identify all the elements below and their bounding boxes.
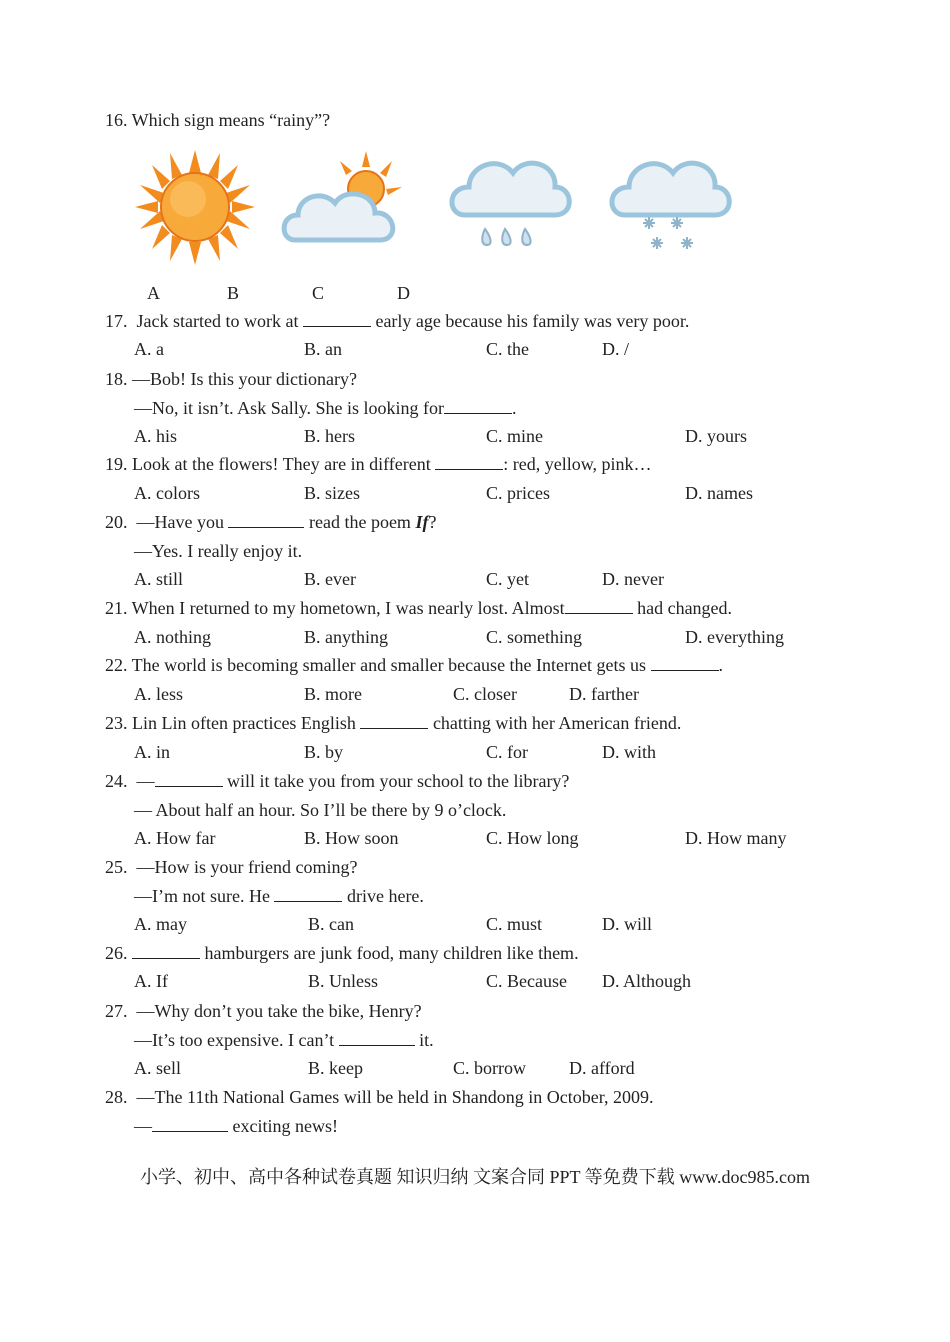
answer-blank [565,597,633,614]
q23-stem-part2: chatting with her American friend. [428,713,682,733]
q25-option-b: B. can [308,914,354,934]
poem-title: If [415,512,429,532]
q27-line2 [134,1029,434,1051]
q19-option-c: C. prices [486,483,550,503]
q24-line2: — About half an hour. So I’ll be there by 9 o’clock. [134,800,507,820]
q27-line1: 27. —Why don’t you take the bike, Henry? [105,1001,422,1021]
answer-blank [152,1115,228,1132]
q25-line2 [134,885,424,907]
q27-line2-part2: it. [414,1030,434,1050]
q17-stem [105,310,689,332]
q24-option-c: C. How long [486,828,579,848]
q19-option-b: B. sizes [304,483,360,503]
q20-line1 [105,511,436,533]
rain-cloud-icon [445,145,575,270]
q16-stem: 16. Which sign means “rainy”? [105,110,331,130]
q20-option-a: A. still [134,569,184,589]
q17-option-c: C. the [486,339,529,359]
q25-line2-part1: —I’m not sure. He [134,886,275,906]
q23-stem [105,712,681,734]
q18-option-c: C. mine [486,426,543,446]
q25-option-d: D. will [602,914,653,934]
q28-line2-part1: — [134,1116,152,1136]
q28-line2-part2: exciting news! [228,1116,338,1136]
answer-blank [155,770,223,787]
option-letter-b: B [227,283,240,303]
q21-stem-part1: 21. When I returned to my hometown, I was nearly lost. Almost [105,598,565,618]
q22-stem-part1: 22. The world is becoming smaller and smaller because the Internet gets us [105,655,651,675]
q18-option-a: A. his [134,426,178,446]
q19-stem [105,453,652,475]
q22-option-b: B. more [304,684,362,704]
q28-line1: 28. —The 11th National Games will be held in Shandong in October, 2009. [105,1087,654,1107]
q21-stem-part2: had changed. [632,598,733,618]
q20-option-d: D. never [602,569,664,589]
answer-blank [303,310,371,327]
q21-option-d: D. everything [685,627,784,647]
q23-option-c: C. for [486,742,528,762]
q19-option-a: A. colors [134,483,200,503]
answer-blank [274,885,342,902]
q25-line1: 25. —How is your friend coming? [105,857,358,877]
q19-stem-part2: : red, yellow, pink… [503,454,652,474]
q26-stem-part2: hamburgers are junk food, many children like them. [200,943,579,963]
q20-line2: —Yes. I really enjoy it. [134,541,303,561]
q24-line1 [105,770,569,792]
q22-option-a: A. less [134,684,183,704]
q26-option-c: C. Because [486,971,567,991]
q19-stem-part1: 19. Look at the flowers! They are in different [105,454,436,474]
q18-option-d: D. yours [685,426,747,446]
option-letter-d: D [397,283,410,303]
q23-option-b: B. by [304,742,344,762]
q18-option-b: B. hers [304,426,355,446]
q27-line2-part1: —It’s too expensive. I can’t [134,1030,339,1050]
q24-option-d: D. How many [685,828,787,848]
q18-line2-part1: —No, it isn’t. Ask Sally. She is looking for [134,398,445,418]
q17-option-d: D. / [602,339,629,359]
q17-stem-part1: 17. Jack started to work at [105,311,303,331]
q23-stem-part1: 23. Lin Lin often practices English [105,713,361,733]
q28-line2 [134,1115,338,1137]
answer-blank [132,942,200,959]
q27-option-c: C. borrow [453,1058,526,1078]
q27-option-a: A. sell [134,1058,181,1078]
q20-line1-part3: ? [428,512,437,532]
q26-option-a: A. If [134,971,168,991]
q23-option-a: A. in [134,742,170,762]
answer-blank [228,511,304,528]
answer-blank [435,453,503,470]
answer-blank [444,397,512,414]
q22-option-c: C. closer [453,684,517,704]
q22-stem [105,654,723,676]
q18-line1: 18. —Bob! Is this your dictionary? [105,369,357,389]
q21-stem [105,597,732,619]
q20-line1-part2: read the poem [304,512,416,532]
q22-stem-part2: . [718,655,724,675]
q23-option-d: D. with [602,742,656,762]
q18-line2 [134,397,517,419]
q20-option-b: B. ever [304,569,356,589]
q24-line1-part2: will it take you from your school to the library? [222,771,570,791]
q19-option-d: D. names [685,483,753,503]
q26-option-d: D. Although [602,971,692,991]
q26-stem-part1: 26. [105,943,132,963]
q21-option-a: A. nothing [134,627,212,647]
weather-icons [130,145,745,270]
q27-option-d: D. afford [569,1058,635,1078]
page-footer: 小学、初中、高中各种试卷真题 知识归纳 文案合同 PPT 等免费下载 www.doc985.com [140,1167,810,1187]
q21-option-c: C. something [486,627,583,647]
q20-line1-part1: 20. —Have you [105,512,229,532]
q17-option-b: B. an [304,339,342,359]
q18-line2-part2: . [512,398,517,418]
q24-line1-part1: 24. — [105,771,155,791]
q27-option-b: B. keep [308,1058,363,1078]
q20-option-c: C. yet [486,569,529,589]
answer-blank [339,1029,415,1046]
option-letter-a: A [147,283,160,303]
sun-cloud-icon [280,145,410,270]
q22-option-d: D. farther [569,684,639,704]
q21-option-b: B. anything [304,627,388,647]
q24-option-b: B. How soon [304,828,399,848]
q25-line2-part2: drive here. [342,886,424,906]
q25-option-c: C. must [486,914,543,934]
q25-option-a: A. may [134,914,187,934]
option-letter-c: C [312,283,325,303]
q17-option-a: A. a [134,339,164,359]
q24-option-a: A. How far [134,828,216,848]
q26-stem [105,942,579,964]
answer-blank [651,654,719,671]
snow-cloud-icon [605,145,735,270]
q26-option-b: B. Unless [308,971,379,991]
answer-blank [360,712,428,729]
q17-stem-part2: early age because his family was very poor. [370,311,690,331]
sun-icon [130,145,260,270]
